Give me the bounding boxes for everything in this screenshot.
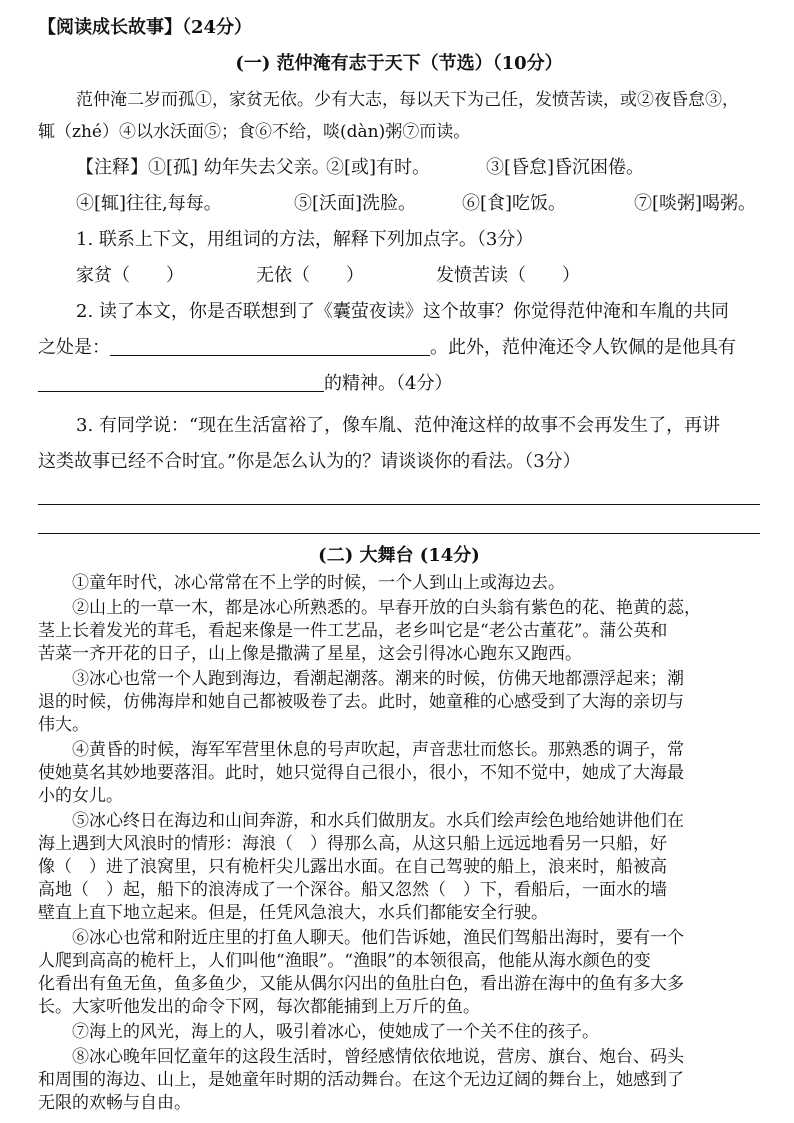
vocab-item: 发愤苦读（ ） [436, 265, 580, 286]
passage1-line: 范仲淹二岁而孤①，家贫无依。少有大志，每以天下为己任，发愤苦读，或②夜昏怠③， [76, 90, 739, 110]
part1-title: (一) 范仲淹有志于天下（节选）（10分） [235, 53, 563, 74]
question-2-text: 。此外，范仲淹还令人钦佩的是他具有 [430, 337, 736, 358]
note: ③[昏怠]昏沉困倦。 [486, 157, 645, 178]
answer-blank[interactable] [110, 337, 430, 356]
paragraph: ⑥冰心也常和附近庄里的打鱼人聊天。他们告诉她，渔民们驾船出海时，要有一个 [72, 928, 684, 948]
note: ①[孤] 幼年失去父亲。 [148, 157, 330, 178]
paragraph-cont: 长。大家听他发出的命令下网，每次都能捕到上万斤的鱼。 [38, 997, 480, 1017]
question-2-text: 的精神。（4分） [324, 373, 453, 394]
question-2-line [38, 336, 760, 360]
paragraph-cont: 使她莫名其妙地要落泪。此时，她只觉得自己很小，很小，不知不觉中，她成了大海最 [38, 763, 684, 783]
paragraph-cont: 像（ ）进了浪窝里，只有桅杆尖儿露出水面。在自己驾驶的船上，浪来时，船被高 [38, 857, 667, 877]
passage2 [38, 572, 760, 1115]
paragraph-cont: 高地（ ）起，船下的浪涛成了一个深谷。船又忽然（ ）下，看船后，一面水的墙 [38, 880, 667, 900]
section-header: 【阅读成长故事】（24分） [38, 17, 253, 38]
question-1: 1. 联系上下文，用组词的方法，解释下列加点字。（3分） [76, 229, 534, 250]
paragraph-cont: 海上遇到大风浪时的情形：海浪（ ）得那么高，从这只船上远远地看另一只船，好 [38, 834, 667, 854]
note: ⑤[沃面]洗脸。 [294, 193, 417, 214]
paragraph: ⑦海上的风光，海上的人，吸引着冰心，使她成了一个关不住的孩子。 [72, 1022, 599, 1042]
paragraph-cont: 伟大。 [38, 715, 89, 735]
question-2: 2. 读了本文，你是否联想到了《囊萤夜读》这个故事？你觉得范仲淹和车胤的共同 [76, 301, 729, 322]
paragraph: ⑤冰心终日在海边和山间奔游，和水兵们做朋友。水兵们绘声绘色地给她讲他们在 [72, 811, 684, 831]
vocab-item: 无依（ ） [256, 265, 364, 286]
question-2-line [38, 372, 760, 396]
vocab-item: 家贫（ ） [76, 265, 184, 286]
paragraph-cont: 壁直上直下地立起来。但是，任凭风急浪大，水兵们都能安全行驶。 [38, 903, 548, 923]
notes-row-1 [38, 156, 760, 180]
question-3: 3. 有同学说：“现在生活富裕了，像车胤、范仲淹这样的故事不会再发生了，再讲 [76, 415, 721, 436]
passage1-line: 辄（zhé）④以水沃面⑤；食⑥不给，啖(dàn)粥⑦而读。 [38, 122, 471, 142]
paragraph: ⑧冰心晚年回忆童年的这段生活时，曾经感情依依地说，营房、旗台、炮台、码头 [72, 1047, 684, 1067]
question-2-text: 之处是： [38, 337, 110, 358]
paragraph-cont: 茎上长着发光的茸毛，看起来像是一件工艺品，老乡叫它是“老公古董花”。蒲公英和 [38, 621, 668, 641]
question-3-line: 这类故事已经不合时宜。”你是怎么认为的？请谈谈你的看法。（3分） [38, 451, 581, 472]
answer-line[interactable] [38, 504, 760, 505]
paragraph-cont: 化看出有鱼无鱼，鱼多鱼少，又能从偶尔闪出的鱼肚白色，看出游在海中的鱼有多大多 [38, 974, 684, 994]
paragraph: ①童年时代，冰心常常在不上学的时候，一个人到山上或海边去。 [72, 573, 565, 593]
paragraph-cont: 人爬到高高的桅杆上，人们叫他“渔眼”。“渔眼”的本领很高，他能从海水颜色的变 [38, 951, 651, 971]
note: ⑥[食]吃饭。 [462, 193, 567, 214]
note: ②[或]有时。 [326, 157, 431, 178]
paragraph: ③冰心也常一个人跑到海边，看潮起潮落。潮来的时候，仿佛天地都漂浮起来；潮 [72, 669, 684, 689]
paragraph: ④黄昏的时候，海军军营里休息的号声吹起，声音悲壮而悠长。那熟悉的调子，常 [72, 740, 684, 760]
paragraph: ②山上的一草一木，都是冰心所熟悉的。早春开放的白头翁有紫色的花、艳黄的蕊， [72, 598, 701, 618]
answer-line[interactable] [38, 533, 760, 534]
paragraph-cont: 小的女儿。 [38, 786, 123, 806]
answer-blank[interactable] [38, 373, 324, 392]
note: ⑦[啖粥]喝粥。 [634, 193, 757, 214]
notes-row-2 [38, 192, 760, 216]
note: ④[辄]往往,每每。 [76, 193, 222, 214]
paragraph-cont: 退的时候，仿佛海岸和她自己都被吸卷了去。此时，她童稚的心感受到了大海的亲切与 [38, 692, 684, 712]
part2-title: (二) 大舞台 (14分) [318, 545, 480, 566]
notes-label: 【注释】 [76, 157, 148, 178]
paragraph-cont: 无限的欢畅与自由。 [38, 1093, 191, 1113]
paragraph-cont: 苦菜一齐开花的日子，山上像是撒满了星星，这会引得冰心跑东又跑西。 [38, 644, 582, 664]
paragraph-cont: 和周围的海边、山上，是她童年时期的活动舞台。在这个无边辽阔的舞台上，她感到了 [38, 1070, 684, 1090]
question-1-items [38, 264, 760, 288]
